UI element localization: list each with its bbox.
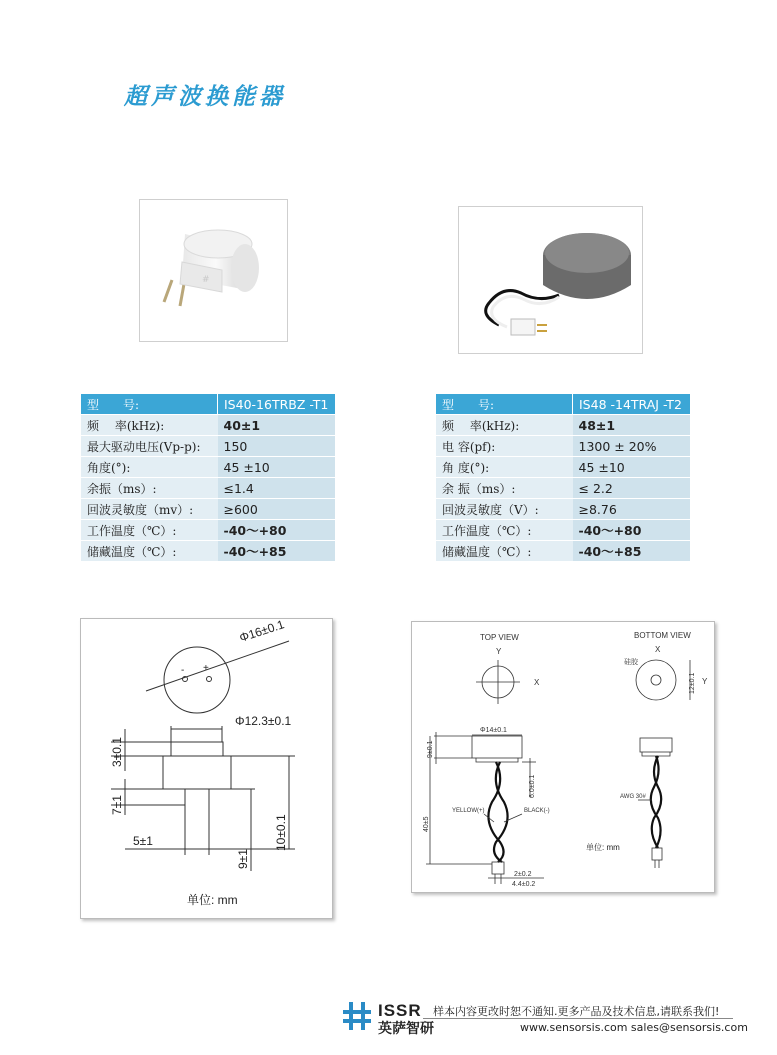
cable-yellow-label: YELLOW(+) (452, 808, 485, 814)
spec-row-model (81, 394, 335, 415)
spec-label: 余振（ms）: (81, 478, 218, 499)
dim-pin-length-2: 9±1 (236, 849, 250, 869)
spec-row (436, 478, 690, 499)
spec-row (81, 520, 335, 541)
spec-label: 余 振（ms）: (436, 478, 573, 499)
spec-row (436, 457, 690, 478)
footer-notice: 样本内容更改时恕不通知.更多产品及技术信息,请联系我们! (433, 1005, 720, 1018)
dimension-drawing-1 (80, 618, 333, 919)
bottom-axis-x: X (655, 645, 661, 654)
spec-row (436, 436, 690, 457)
spec-row (81, 415, 335, 436)
spec-value: ≥8.76 (573, 499, 691, 520)
spec-label: 回波灵敏度（mv）: (81, 499, 218, 520)
spec-row-model (436, 394, 690, 415)
dim-pin-length: 7±1 (110, 795, 124, 815)
spec-label: 型 号: (81, 394, 218, 415)
drawing-1-svg (81, 619, 332, 918)
minus-mark: - (181, 665, 185, 676)
white-transducer-image (140, 200, 287, 341)
spec-label: 电 容(pf): (436, 436, 573, 457)
spec-label: 角 度(°): (436, 457, 573, 478)
spec-label: 回波灵敏度（V）: (436, 499, 573, 520)
spec-table-2 (436, 394, 690, 562)
svg-text:#: # (202, 275, 210, 285)
spec-row (81, 436, 335, 457)
cable-black-label: BLACK(-) (524, 808, 550, 814)
top-view-label: TOP VIEW (480, 633, 519, 642)
spec-label: 频 率(kHz): (436, 415, 573, 436)
footer-divider (423, 1018, 733, 1019)
unit-label-2: 单位: mm (586, 843, 620, 852)
dim-outer-diameter: Φ16±0.1 (237, 619, 286, 645)
spec-value: ≥600 (218, 499, 336, 520)
brand-name-cn: 英萨智研 (378, 1021, 434, 1037)
spec-label: 最大驱动电压(Vp-p): (81, 436, 218, 457)
spec-label: 角度(°): (81, 457, 218, 478)
bottom-dim: 12±0.1 (689, 672, 696, 694)
spec-value: 1300 ± 20% (573, 436, 691, 457)
top-axis-y: Y (496, 647, 502, 656)
dim-height-2: 6.0±0.1 (529, 774, 536, 798)
spec-value: 48±1 (573, 415, 691, 436)
dim-cable-length: 40±5 (423, 816, 430, 832)
spec-row (436, 415, 690, 436)
spec-value: -40～+80 (573, 520, 691, 541)
spec-value: IS48 -14TRAJ -T2 (573, 394, 691, 415)
spec-row (436, 499, 690, 520)
top-axis-x: X (534, 678, 540, 687)
spec-table-1 (81, 394, 335, 562)
spec-row (81, 499, 335, 520)
spec-row (436, 541, 690, 562)
spec-label: 储藏温度（℃）: (81, 541, 218, 562)
spec-value: IS40-16TRBZ -T1 (218, 394, 336, 415)
dim-pin-pitch-2: 2±0.2 (514, 871, 532, 878)
spec-value: ≤1.4 (218, 478, 336, 499)
spec-label: 频 率(kHz): (81, 415, 218, 436)
spec-value: 45 ±10 (218, 457, 336, 478)
dimension-drawing-2 (411, 621, 715, 893)
spec-row (81, 541, 335, 562)
grey-transducer-image (459, 207, 642, 353)
spec-value: -40～+85 (573, 541, 691, 562)
spec-row (81, 457, 335, 478)
dim-cap-height: 3±0.1 (110, 737, 124, 767)
awg-label: AWG 30# (620, 794, 646, 800)
product-photo-2 (458, 206, 643, 354)
spec-label: 型 号: (436, 394, 573, 415)
spec-value: 150 (218, 436, 336, 457)
unit-label: 单位: mm (187, 893, 238, 907)
product-photo-1 (139, 199, 288, 342)
spec-value: 45 ±10 (573, 457, 691, 478)
spec-value: 40±1 (218, 415, 336, 436)
dim-inner-diameter: Φ12.3±0.1 (235, 714, 292, 728)
spec-row (81, 478, 335, 499)
brand-name: ISSR (378, 1001, 422, 1020)
spec-value: ≤ 2.2 (573, 478, 691, 499)
bottom-axis-y: Y (702, 677, 708, 686)
spec-label: 储藏温度（℃）: (436, 541, 573, 562)
dim-body-height: 10±0.1 (274, 814, 288, 851)
spec-value: -40～+80 (218, 520, 336, 541)
dim-connector-width: 4.4±0.2 (512, 881, 536, 888)
bottom-view-label: BOTTOM VIEW (634, 631, 691, 640)
spec-row (436, 520, 690, 541)
spec-value: -40～+85 (218, 541, 336, 562)
plus-mark: + (203, 663, 209, 674)
footer-contact[interactable]: www.sensorsis.com sales@sensorsis.com (520, 1021, 748, 1034)
dim-pin-pitch: 5±1 (133, 834, 153, 848)
issr-logo-icon (343, 1002, 373, 1034)
drawing-2-svg (412, 622, 714, 892)
page-title: 超声波换能器 (124, 83, 286, 110)
spec-label: 工作温度（℃）: (436, 520, 573, 541)
spec-label: 工作温度（℃）: (81, 520, 218, 541)
dim-diameter: Φ14±0.1 (480, 727, 507, 734)
dim-height-1: 9±0.1 (427, 740, 434, 758)
bottom-silicone-label: 硅胶 (624, 659, 638, 666)
